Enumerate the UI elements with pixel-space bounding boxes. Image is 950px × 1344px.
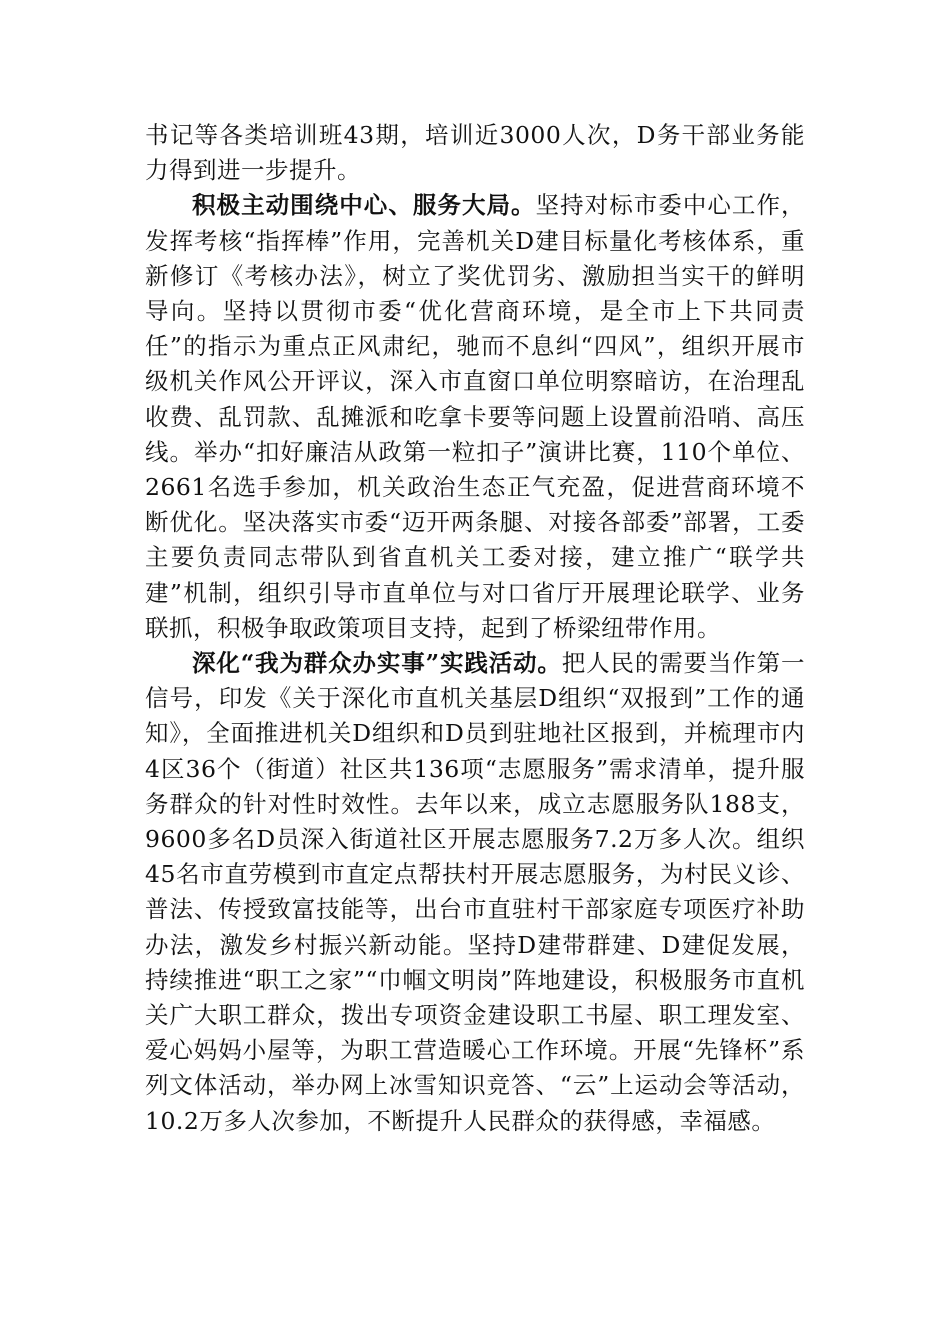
paragraph-text: 把人民的需要当作第一信号，印发《关于深化市直机关基层D组织“双报到”工作的通知》，全面推进机关D组织和D员到驻地社区报到，并梳理市内4区36个（街道）社区共136项“志愿服务”需求清单，提升服务群众的针对性时效性。去年以来，成立志愿服务队188支，9600多名D员深入街道社区开展志愿服务7.2万多人次。组织45名市直劳模到市直定点帮扶村开展志愿服务，为村民义诊、普法、传授致富技能等，出台市直驻村干部家庭专项医疗补助办法，激发乡村振兴新动能。坚持D建带群建、D建促发展，持续推进“职工之家”“巾帼文明岗”阵地建设，积极服务市直机关广大职工群众，拨出专项资金建设职工书屋、职工理发室、爱心妈妈小屋等，为职工营造暖心工作环境。开展“先锋杯”系列文体活动，举办网上冰雪知识竞答、“云”上运动会等活动，10.2万多人次参加，不断提升人民群众的获得感，幸福感。: [145, 649, 805, 1135]
paragraph-text: 坚持对标市委中心工作，发挥考核“指挥棒”作用，完善机关D建目标量化考核体系，重新修订《考核办法》，树立了奖优罚劣、激励担当实干的鲜明导向。坚持以贯彻市委“优化营商环境，是全市上下共同责任”的指示为重点正风肃纪，驰而不息纠“四风”，组织开展市级机关作风公开评议，深入市直窗口单位明察暗访，在治理乱收费、乱罚款、乱摊派和吃拿卡要等问题上设置前沿哨、高压线。举办“扣好廉洁从政第一粒扣子”演讲比赛，110个单位、2661名选手参加，机关政治生态正气充盈，促进营商环境不断优化。坚决落实市委“迈开两条腿、对接各部委”部署，工委主要负责同志带队到省直机关工委对接，建立推广“联学共建”机制，组织引导市直单位与对口省厅开展理论联学、业务联抓，积极争取政策项目支持，起到了桥梁纽带作用。: [145, 191, 806, 642]
paragraph-serve-overall: [145, 188, 805, 646]
paragraph-heading: 积极主动围绕中心、服务大局。: [192, 191, 536, 220]
paragraph-text: 书记等各类培训班43期，培训近3000人次，D务干部业务能力得到进一步提升。: [145, 121, 805, 185]
paragraph-heading: 深化“我为群众办实事”实践活动。: [192, 649, 562, 678]
document-body: [145, 118, 805, 1139]
paragraph-practical-service: [145, 646, 805, 1139]
paragraph-training-summary: [145, 118, 805, 188]
